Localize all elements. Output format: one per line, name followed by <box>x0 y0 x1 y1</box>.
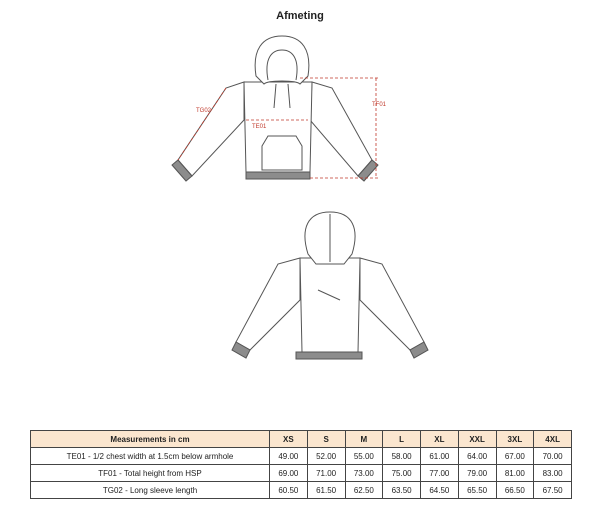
front-left-sleeve <box>178 82 244 176</box>
cell-value: 61.50 <box>307 482 345 499</box>
header-size: XS <box>270 431 308 448</box>
cell-value: 64.50 <box>421 482 459 499</box>
cell-value: 75.00 <box>383 465 421 482</box>
back-body <box>300 258 360 352</box>
back-left-sleeve <box>236 258 300 350</box>
front-right-sleeve <box>310 82 372 176</box>
row-label: TG02 - Long sleeve length <box>31 482 270 499</box>
cell-value: 67.00 <box>496 448 534 465</box>
tf01-label: TF01 <box>372 102 387 108</box>
cell-value: 65.50 <box>458 482 496 499</box>
table-row <box>31 448 572 465</box>
cell-value: 73.00 <box>345 465 383 482</box>
back-hem <box>296 352 362 359</box>
table-row <box>31 482 572 499</box>
header-size: S <box>307 431 345 448</box>
cell-value: 55.00 <box>345 448 383 465</box>
front-hem <box>246 172 310 179</box>
cell-value: 49.00 <box>270 448 308 465</box>
table-row <box>31 465 572 482</box>
header-measurements: Measurements in cm <box>31 431 270 448</box>
te01-label: TE01 <box>252 124 267 130</box>
cell-value: 77.00 <box>421 465 459 482</box>
header-size: L <box>383 431 421 448</box>
cell-value: 64.00 <box>458 448 496 465</box>
cell-value: 60.50 <box>270 482 308 499</box>
cell-value: 70.00 <box>534 448 572 465</box>
cell-value: 52.00 <box>307 448 345 465</box>
row-label: TE01 - 1/2 chest width at 1.5cm below armhole <box>31 448 270 465</box>
size-chart-table <box>30 430 572 499</box>
header-size: XXL <box>458 431 496 448</box>
cell-value: 62.50 <box>345 482 383 499</box>
tg02-label: TG02 <box>196 108 212 114</box>
cell-value: 61.00 <box>421 448 459 465</box>
cell-value: 69.00 <box>270 465 308 482</box>
cell-value: 81.00 <box>496 465 534 482</box>
row-label: TF01 - Total height from HSP <box>31 465 270 482</box>
cell-value: 63.50 <box>383 482 421 499</box>
header-size: 4XL <box>534 431 572 448</box>
cell-value: 58.00 <box>383 448 421 465</box>
header-size: M <box>345 431 383 448</box>
cell-value: 79.00 <box>458 465 496 482</box>
cell-value: 71.00 <box>307 465 345 482</box>
page-title: Afmeting <box>276 10 324 22</box>
header-size: 3XL <box>496 431 534 448</box>
hoodie-back-view <box>232 212 428 359</box>
cell-value: 83.00 <box>534 465 572 482</box>
table-header-row <box>31 431 572 448</box>
back-right-sleeve <box>360 258 424 350</box>
header-size: XL <box>421 431 459 448</box>
front-hood <box>255 36 309 84</box>
cell-value: 67.50 <box>534 482 572 499</box>
cell-value: 66.50 <box>496 482 534 499</box>
